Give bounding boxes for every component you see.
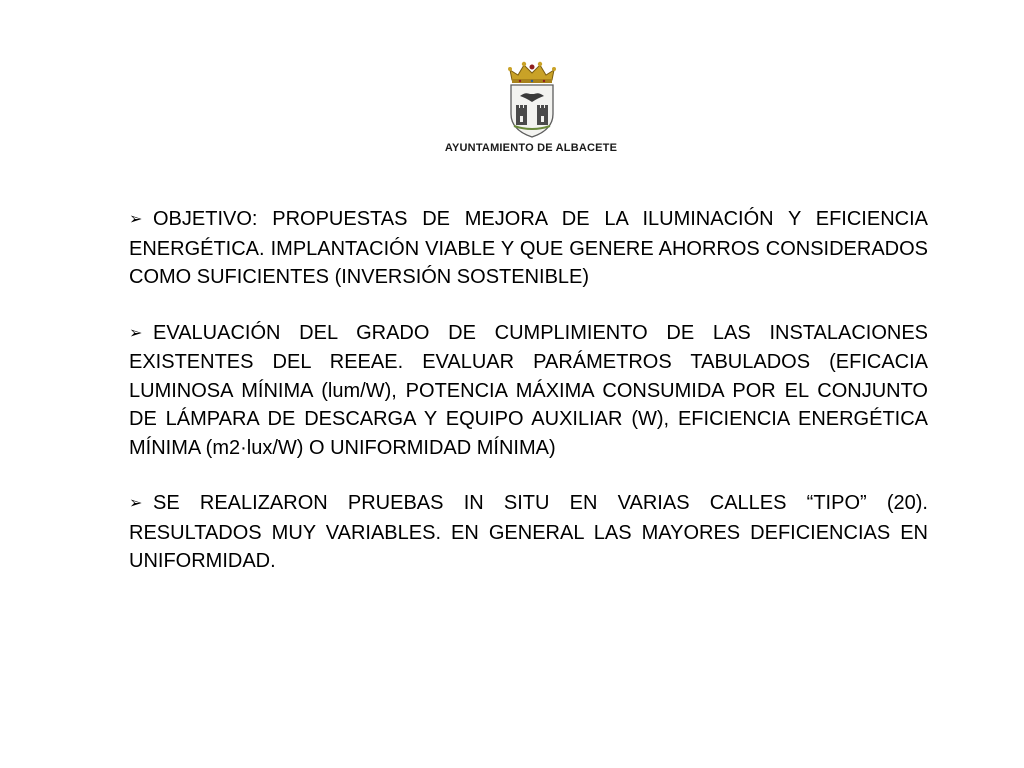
- logo-text: AYUNTAMIENTO DE ALBACETE: [444, 142, 618, 154]
- arrow-bullet-icon: ➢: [129, 324, 143, 342]
- bullet-text: OBJETIVO: PROPUESTAS DE MEJORA DE LA ILUMINACIÓN Y EFICIENCIA ENERGÉTICA. IMPLANTACIÓN VIABLE Y QUE GENERE AHORROS CONSIDERADOS COMO SUFICIENTES (INVERSIÓN SOSTENIBLE): [129, 208, 928, 288]
- arrow-bullet-icon: ➢: [129, 495, 143, 512]
- coat-of-arms-icon: [504, 58, 560, 140]
- bullet-text: EVALUACIÓN DEL GRADO DE CUMPLIMIENTO DE LAS INSTALACIONES EXISTENTES DEL REEAE. EVALUAR PARÁMETROS TABULADOS (EFICACIA LUMINOSA MÍNIMA (lum/W), POTENCIA MÁXIMA CONSUMIDA POR EL CONJUNTO DE LÁMPARA DE DESCARGA Y EQUIPO AUXILIAR (W), EFICIENCIA ENERGÉTICA MÍNIMA (m2·lux/W) O UNIFORMIDAD MÍNIMA): [129, 321, 928, 459]
- bullet-evaluacion: [129, 319, 928, 463]
- bullet-text: SE REALIZARON PRUEBAS IN SITU EN VARIAS CALLES “TIPO” (20). RESULTADOS MUY VARIABLES. EN GENERAL LAS MAYORES DEFICIENCIAS EN UNIFORMIDAD.: [129, 492, 928, 572]
- bullet-pruebas: [129, 489, 928, 576]
- bullet-list: [129, 205, 928, 603]
- bullet-objetivo: [129, 205, 928, 292]
- arrow-bullet-icon: ➢: [129, 211, 143, 228]
- albacete-logo: [428, 58, 634, 158]
